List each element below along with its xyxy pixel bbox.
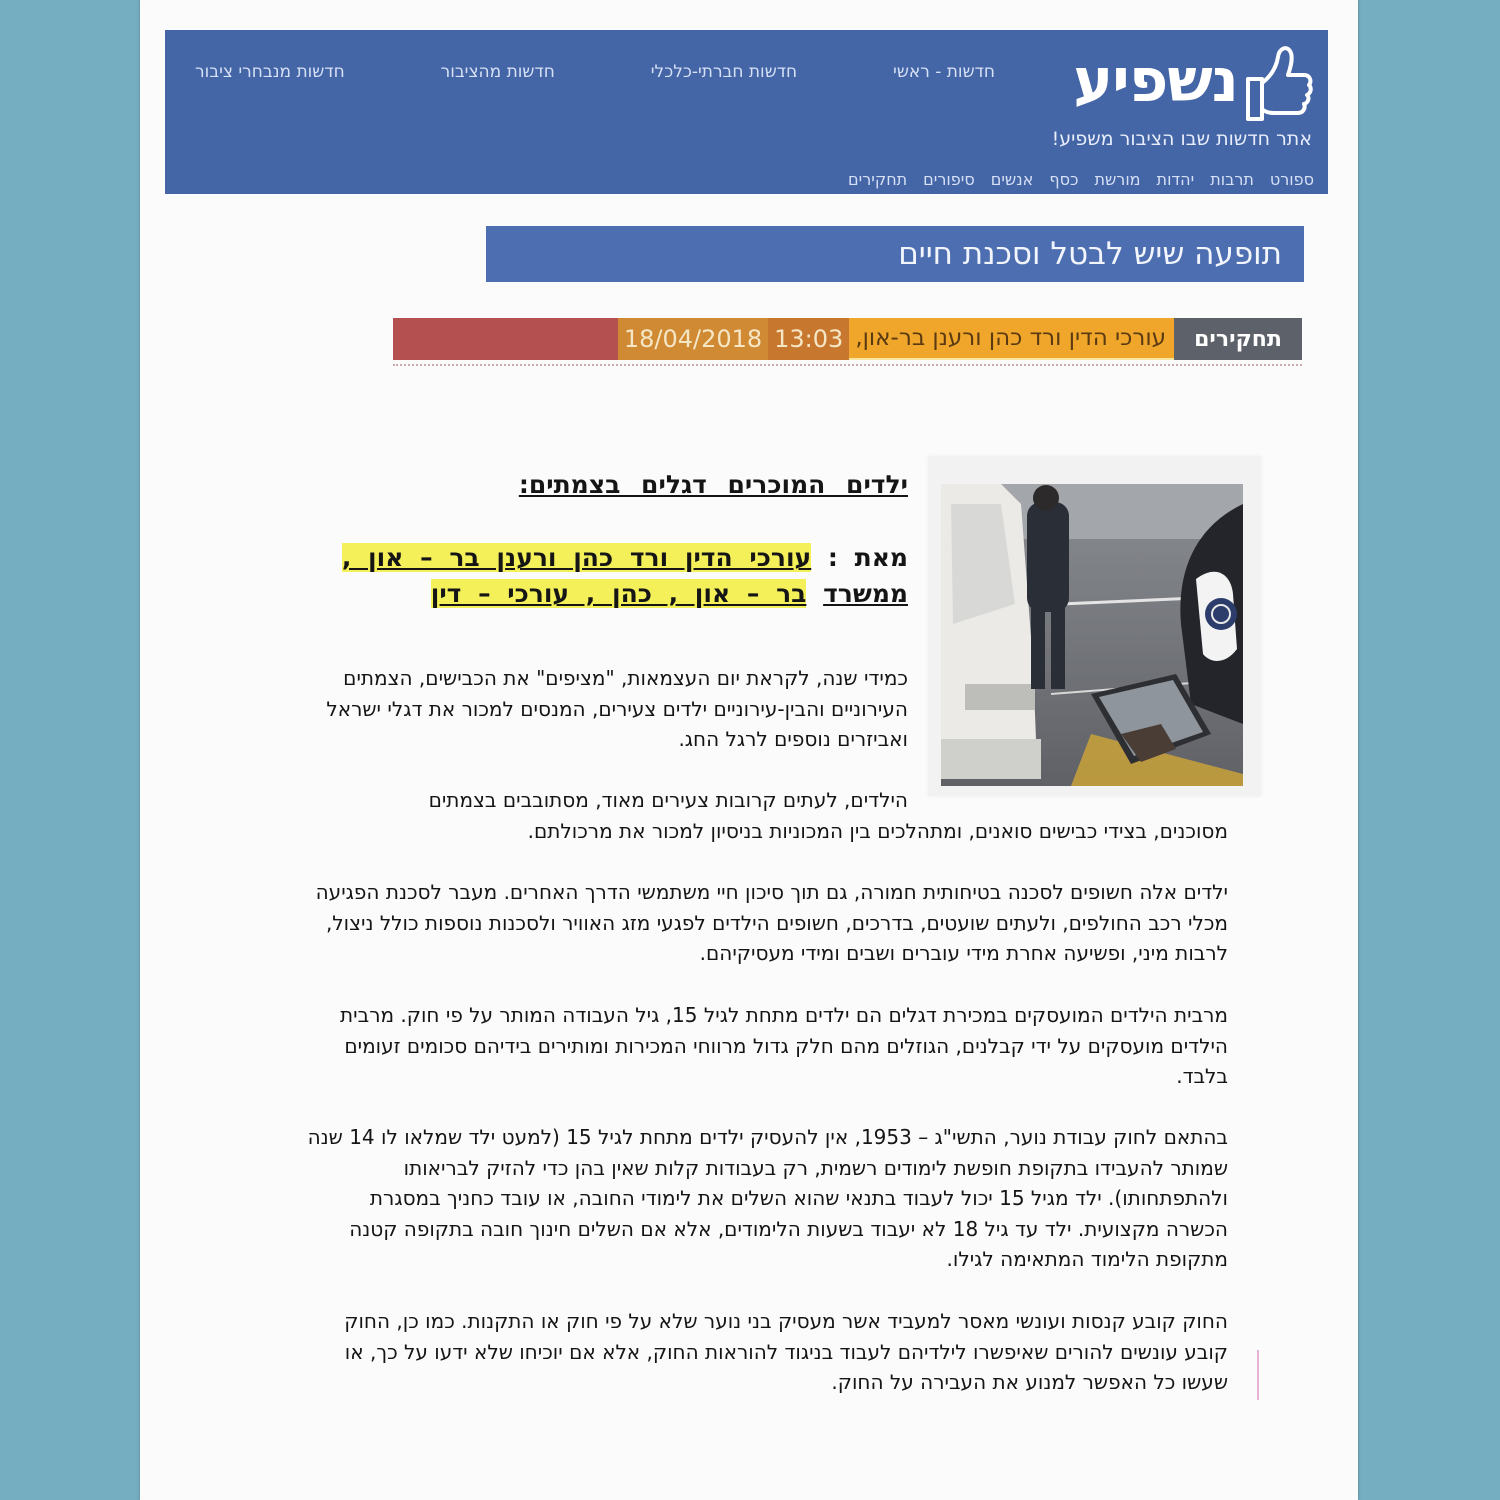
section-stories[interactable]: סיפורים [923,170,975,189]
paragraph-5: בהתאם לחוק עבודת נוער, התשי"ג – 1953, אין להעסיק ילדים מתחת לגיל 15 (למעט ילד שמלאו לו 14 שנה שמותר להעבידו בתקופת חופשת לימודים רשמית, רק בעבודות קלות שאין בהן כדי להזיק לבריאותו ולהתפתחותו). ילד מגיל 15 יכול לעבוד בתנאי שהוא השלים את לימודי החובה, או עובד כחניך במסגרת הכשרה מקצועית. ילד עד גיל 18 לא יעבוד בשעות הלימודים, אלא אם השלים חינוך חובה בתקופה קטנה מתקופת הלימוד המתאימה לגילו. [307,1125,1228,1271]
article-byline [342,540,908,612]
byline-office: בר – און , כהן , עורכי – דין [430,579,807,608]
paragraph-1: כמידי שנה, לקראת יום העצמאות, "מציפים" את הכבישים, הצמתים העירוניים והבין-עירוניים ילדים צעירים, המנסים למכור את דגלי ישראל ואביזרים נוספים לרגל החג. [326,666,908,751]
section-culture[interactable]: תרבות [1210,170,1254,189]
section-heritage[interactable]: מורשת [1094,170,1141,189]
logo-text: נשפיע [1073,46,1238,116]
site-tagline: אתר חדשות שבו הציבור משפיע! [1051,128,1312,150]
publish-time: 13:03 [768,318,849,360]
author-names: עורכי הדין ורד כהן ורענן בר-און, [849,318,1174,360]
publish-date: 18/04/2018 [618,318,768,360]
nav-news-socio-economic[interactable]: חדשות חברתי-כלכלי [650,62,798,82]
section-judaism[interactable]: יהדות [1156,170,1195,189]
byline-line-2 [342,576,908,612]
byline-office-prefix: ממשרד [823,579,908,608]
margin-mark [1257,1350,1259,1400]
article-body [140,0,1358,1500]
paragraph-2-start: הילדים, לעתים קרובות צעירים מאוד, מסתובבים בצמתים [428,788,908,812]
byline-line-1 [342,540,908,576]
nav-news-main[interactable]: חדשות - ראשי [893,62,995,82]
section-people[interactable]: אנשים [990,170,1034,189]
section-money[interactable]: כסף [1049,170,1079,189]
byline-prefix: מאת : [827,543,908,572]
article-headline: ילדים המוכרים דגלים בצמתים: [518,470,908,499]
paragraph-6: החוק קובע קנסות ועונשי מאסר למעביד אשר מעסיק בני נוער שלא על פי חוק או התקנות. כמו כן, החוק קובע עונשים להורים שאיפשרו לילדיהם לעבוד בניגוד להוראות החוק, אלא אם יוכיחו שלא ידעו על כך, או שעשו כל האפשר למנוע את העבירה על החוק. [344,1309,1228,1394]
paragraph-2-end: מסוכנים, בצידי כבישים סואנים, ומתהלכים בין המכוניות בניסיון למכור את מרכולתם. [527,819,1228,843]
paragraph-3: ילדים אלה חשופים לסכנה בטיחותית חמורה, גם תוך סיכון חיי משתמשי הדרך האחרים. מעבר לסכנת הפגיעה מכלי רכב החולפים, ולעתים שועטים, בדרכים, חשופים הילדים לפגעי מזג האוויר ולסכנות נוספות כולל ניצול, לרבות מיני, ופשיעה אחרת מידי עוברים ושבים ומידי מעסיקיהם. [315,880,1228,965]
nav-news-from-public[interactable]: חדשות מהציבור [440,62,555,82]
paragraph-4: מרבית הילדים המועסקים במכירת דגלים הם ילדים מתחת לגיל 15, גיל העבודה המותר על פי חוק. מרבית הילדים מועסקים על ידי קבלנים, הגוזלים מהם חלק גדול מרווחי המכירות ומותירים בידיהם סכומים זעומים בלבד. [340,1003,1228,1088]
section-investigations[interactable]: תחקירים [848,170,908,189]
nav-news-from-officials[interactable]: חדשות מנבחרי ציבור [195,62,345,82]
article-title: תופעה שיש לבטל וסכנת חיים [486,226,1304,282]
category-label[interactable]: תחקירים [1174,318,1302,360]
byline-names: עורכי הדין ורד כהן ורענן בר – און , [341,543,812,572]
scanned-page [140,0,1358,1500]
section-sport[interactable]: ספורט [1269,170,1314,189]
